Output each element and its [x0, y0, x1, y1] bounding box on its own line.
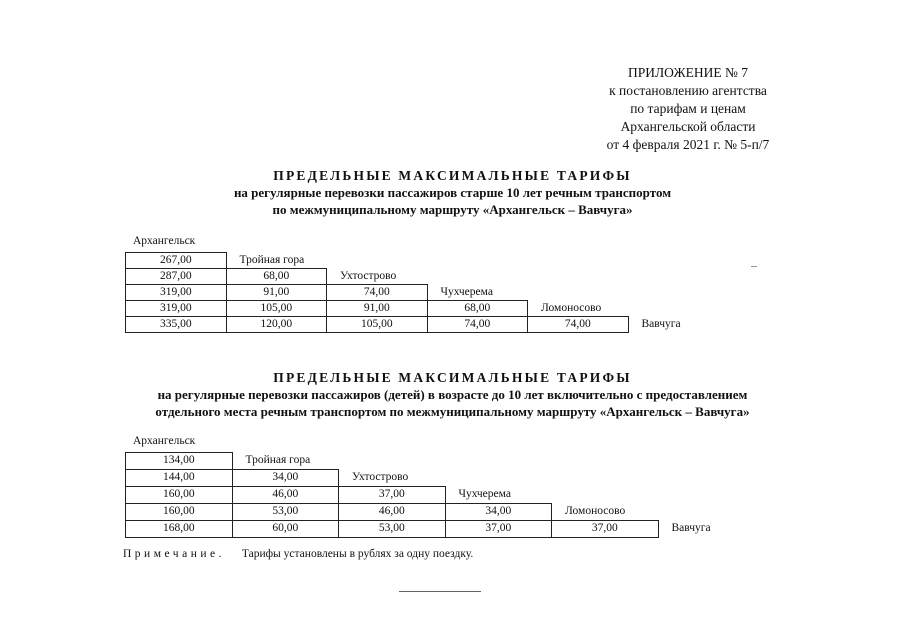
station-label: Тройная гора — [245, 454, 311, 466]
section1-subtitle-line: по межмуниципальному маршруту «Архангельск – Вавчуга» — [272, 202, 633, 217]
tariff-cell: 335,00 — [125, 316, 227, 333]
tariff-cell: 34,00 — [232, 469, 340, 487]
tariff-cell: 53,00 — [338, 520, 446, 538]
tariff-cell: 68,00 — [427, 300, 529, 317]
tariff-cell: 46,00 — [232, 486, 340, 504]
tariff-cell: 168,00 — [125, 520, 233, 538]
tariff-cell: 53,00 — [232, 503, 340, 521]
tariff-cell: 105,00 — [326, 316, 428, 333]
tariff-cell: 267,00 — [125, 252, 227, 269]
appendix-block — [563, 64, 813, 154]
section2-heading — [0, 369, 905, 420]
appendix-line: по тарифам и ценам — [630, 101, 746, 116]
tariff-matrix-adults — [125, 234, 728, 332]
station-label: Ухтострово — [352, 471, 409, 483]
tariff-cell: 74,00 — [527, 316, 629, 333]
tariff-cell: 134,00 — [125, 452, 233, 470]
end-divider — [399, 591, 481, 592]
tariff-cell: 120,00 — [226, 316, 328, 333]
section2-title: ПРЕДЕЛЬНЫЕ МАКСИМАЛЬНЫЕ ТАРИФЫ — [273, 370, 632, 385]
tariff-cell: 160,00 — [125, 503, 233, 521]
appendix-line: от 4 февраля 2021 г. № 5-п/7 — [606, 137, 770, 152]
appendix-line: Архангельской области — [620, 119, 756, 134]
tariff-cell: 91,00 — [226, 284, 328, 301]
tariff-cell: 46,00 — [338, 503, 446, 521]
station-label: Тройная гора — [239, 254, 305, 266]
tariff-cell: 68,00 — [226, 268, 328, 285]
station-label: Ломоносово — [541, 302, 602, 314]
tariff-cell: 144,00 — [125, 469, 233, 487]
tariff-cell: 74,00 — [326, 284, 428, 301]
note-label: Примечание. — [123, 548, 225, 560]
appendix-line: к постановлению агентства — [609, 83, 767, 98]
station-label: Вавчуга — [641, 318, 681, 330]
tariff-cell: 91,00 — [326, 300, 428, 317]
section2-subtitle-line: отдельного места речным транспортом по межмуниципальному маршруту «Архангельск – Вавчуга» — [155, 404, 750, 419]
appendix-line: ПРИЛОЖЕНИЕ № 7 — [627, 65, 749, 80]
station-label: Архангельск — [133, 235, 196, 247]
tariff-cell: 105,00 — [226, 300, 328, 317]
station-label: Чухчерема — [458, 488, 511, 500]
section1-heading — [0, 167, 905, 218]
station-label: Архангельск — [133, 435, 196, 447]
tariff-matrix-children — [125, 434, 764, 537]
tariff-cell: 319,00 — [125, 300, 227, 317]
note-text: Тарифы установлены в рублях за одну поездку. — [241, 548, 474, 560]
tariff-cell: 74,00 — [427, 316, 529, 333]
section1-subtitle-line: на регулярные перевозки пассажиров старше 10 лет речным транспортом — [233, 185, 672, 200]
tariff-cell: 37,00 — [445, 520, 553, 538]
tariff-cell: 60,00 — [232, 520, 340, 538]
station-label: Ломоносово — [565, 505, 626, 517]
tariff-cell: 160,00 — [125, 486, 233, 504]
tariff-cell: 319,00 — [125, 284, 227, 301]
tariff-cell: 34,00 — [445, 503, 553, 521]
scan-mark — [751, 266, 757, 267]
tariff-cell: 287,00 — [125, 268, 227, 285]
note — [123, 548, 473, 560]
tariff-cell: 37,00 — [551, 520, 659, 538]
station-label: Вавчуга — [671, 522, 711, 534]
station-label: Ухтострово — [340, 270, 397, 282]
section2-subtitle-line: на регулярные перевозки пассажиров (детей) в возрасте до 10 лет включительно с предоставлением — [157, 387, 748, 402]
station-label: Чухчерема — [440, 286, 493, 298]
section1-title: ПРЕДЕЛЬНЫЕ МАКСИМАЛЬНЫЕ ТАРИФЫ — [273, 168, 632, 183]
tariff-cell: 37,00 — [338, 486, 446, 504]
